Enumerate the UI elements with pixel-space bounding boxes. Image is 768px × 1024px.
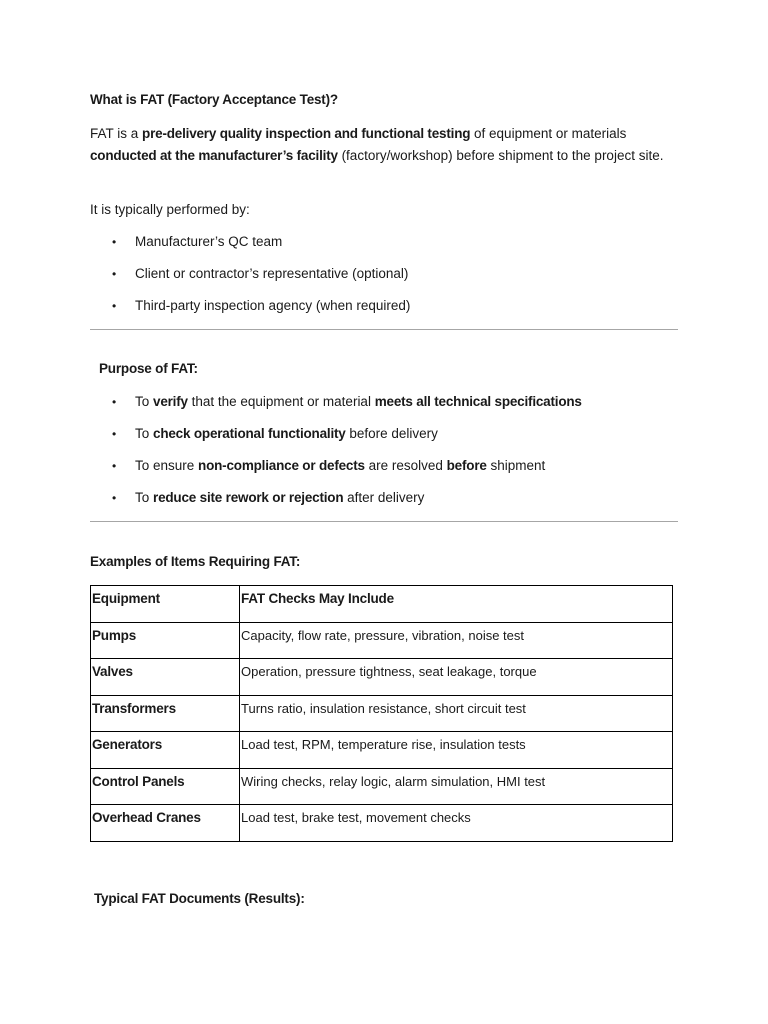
purpose-heading: Purpose of FAT: [99,361,198,376]
bold-text: verify [153,394,188,409]
text: To [135,426,154,441]
checks-cell: Capacity, flow rate, pressure, vibration, noise test [240,622,673,659]
divider [90,329,678,330]
fat-items-table [90,585,673,842]
text: that the equipment or material [187,394,375,409]
intro-text-1: FAT is a [90,126,143,141]
text: are resolved [364,458,447,473]
table-row [91,768,673,805]
table-row [91,622,673,659]
text: To [135,490,154,505]
bold-text: non-compliance or defects [198,458,365,473]
performed-by-text: It is typically performed by: [90,202,250,217]
intro-text-3: (factory/workshop) before shipment to the project site. [337,148,664,163]
equipment-cell: Generators [91,732,240,769]
intro-heading: What is FAT (Factory Acceptance Test)? [90,92,338,107]
equipment-cell: Overhead Cranes [91,805,240,842]
column-header-equipment: Equipment [91,586,240,623]
list-item [90,487,582,519]
text: shipment [486,458,546,473]
performer-label: Client or contractor’s representative (optional) [135,266,409,281]
checks-cell: Load test, RPM, temperature rise, insulation tests [240,732,673,769]
equipment-cell: Valves [91,659,240,696]
list-item [90,455,582,487]
text: after delivery [343,490,425,505]
equipment-cell: Pumps [91,622,240,659]
checks-cell: Turns ratio, insulation resistance, short circuit test [240,695,673,732]
performers-list [90,231,410,327]
table-header-row [91,586,673,623]
list-item [90,391,582,423]
intro-bold-1: pre-delivery quality inspection and functional testing [142,126,471,141]
purpose-list [90,391,582,519]
intro-text-2: of equipment or materials [470,126,627,141]
text: before delivery [345,426,438,441]
performer-label: Manufacturer’s QC team [135,234,283,249]
checks-cell: Operation, pressure tightness, seat leakage, torque [240,659,673,696]
examples-heading: Examples of Items Requiring FAT: [90,554,301,569]
documents-heading: Typical FAT Documents (Results): [94,891,305,906]
bold-text: check operational functionality [153,426,346,441]
table-row [91,805,673,842]
list-item [90,263,410,295]
text: To ensure [135,458,199,473]
list-item [90,295,410,327]
table-row [91,695,673,732]
bold-text: before [446,458,487,473]
column-header-checks: FAT Checks May Include [240,586,673,623]
bold-text: reduce site rework or rejection [153,490,344,505]
equipment-cell: Control Panels [91,768,240,805]
text: To [135,394,154,409]
list-item [90,423,582,455]
equipment-cell: Transformers [91,695,240,732]
performer-label: Third-party inspection agency (when required) [135,298,411,313]
table-row [91,732,673,769]
list-item [90,231,410,263]
table-row [91,659,673,696]
checks-cell: Wiring checks, relay logic, alarm simulation, HMI test [240,768,673,805]
bold-text: meets all technical specifications [374,394,582,409]
intro-paragraph [90,123,680,167]
divider [90,521,678,522]
intro-bold-2: conducted at the manufacturer’s facility [90,148,338,163]
checks-cell: Load test, brake test, movement checks [240,805,673,842]
